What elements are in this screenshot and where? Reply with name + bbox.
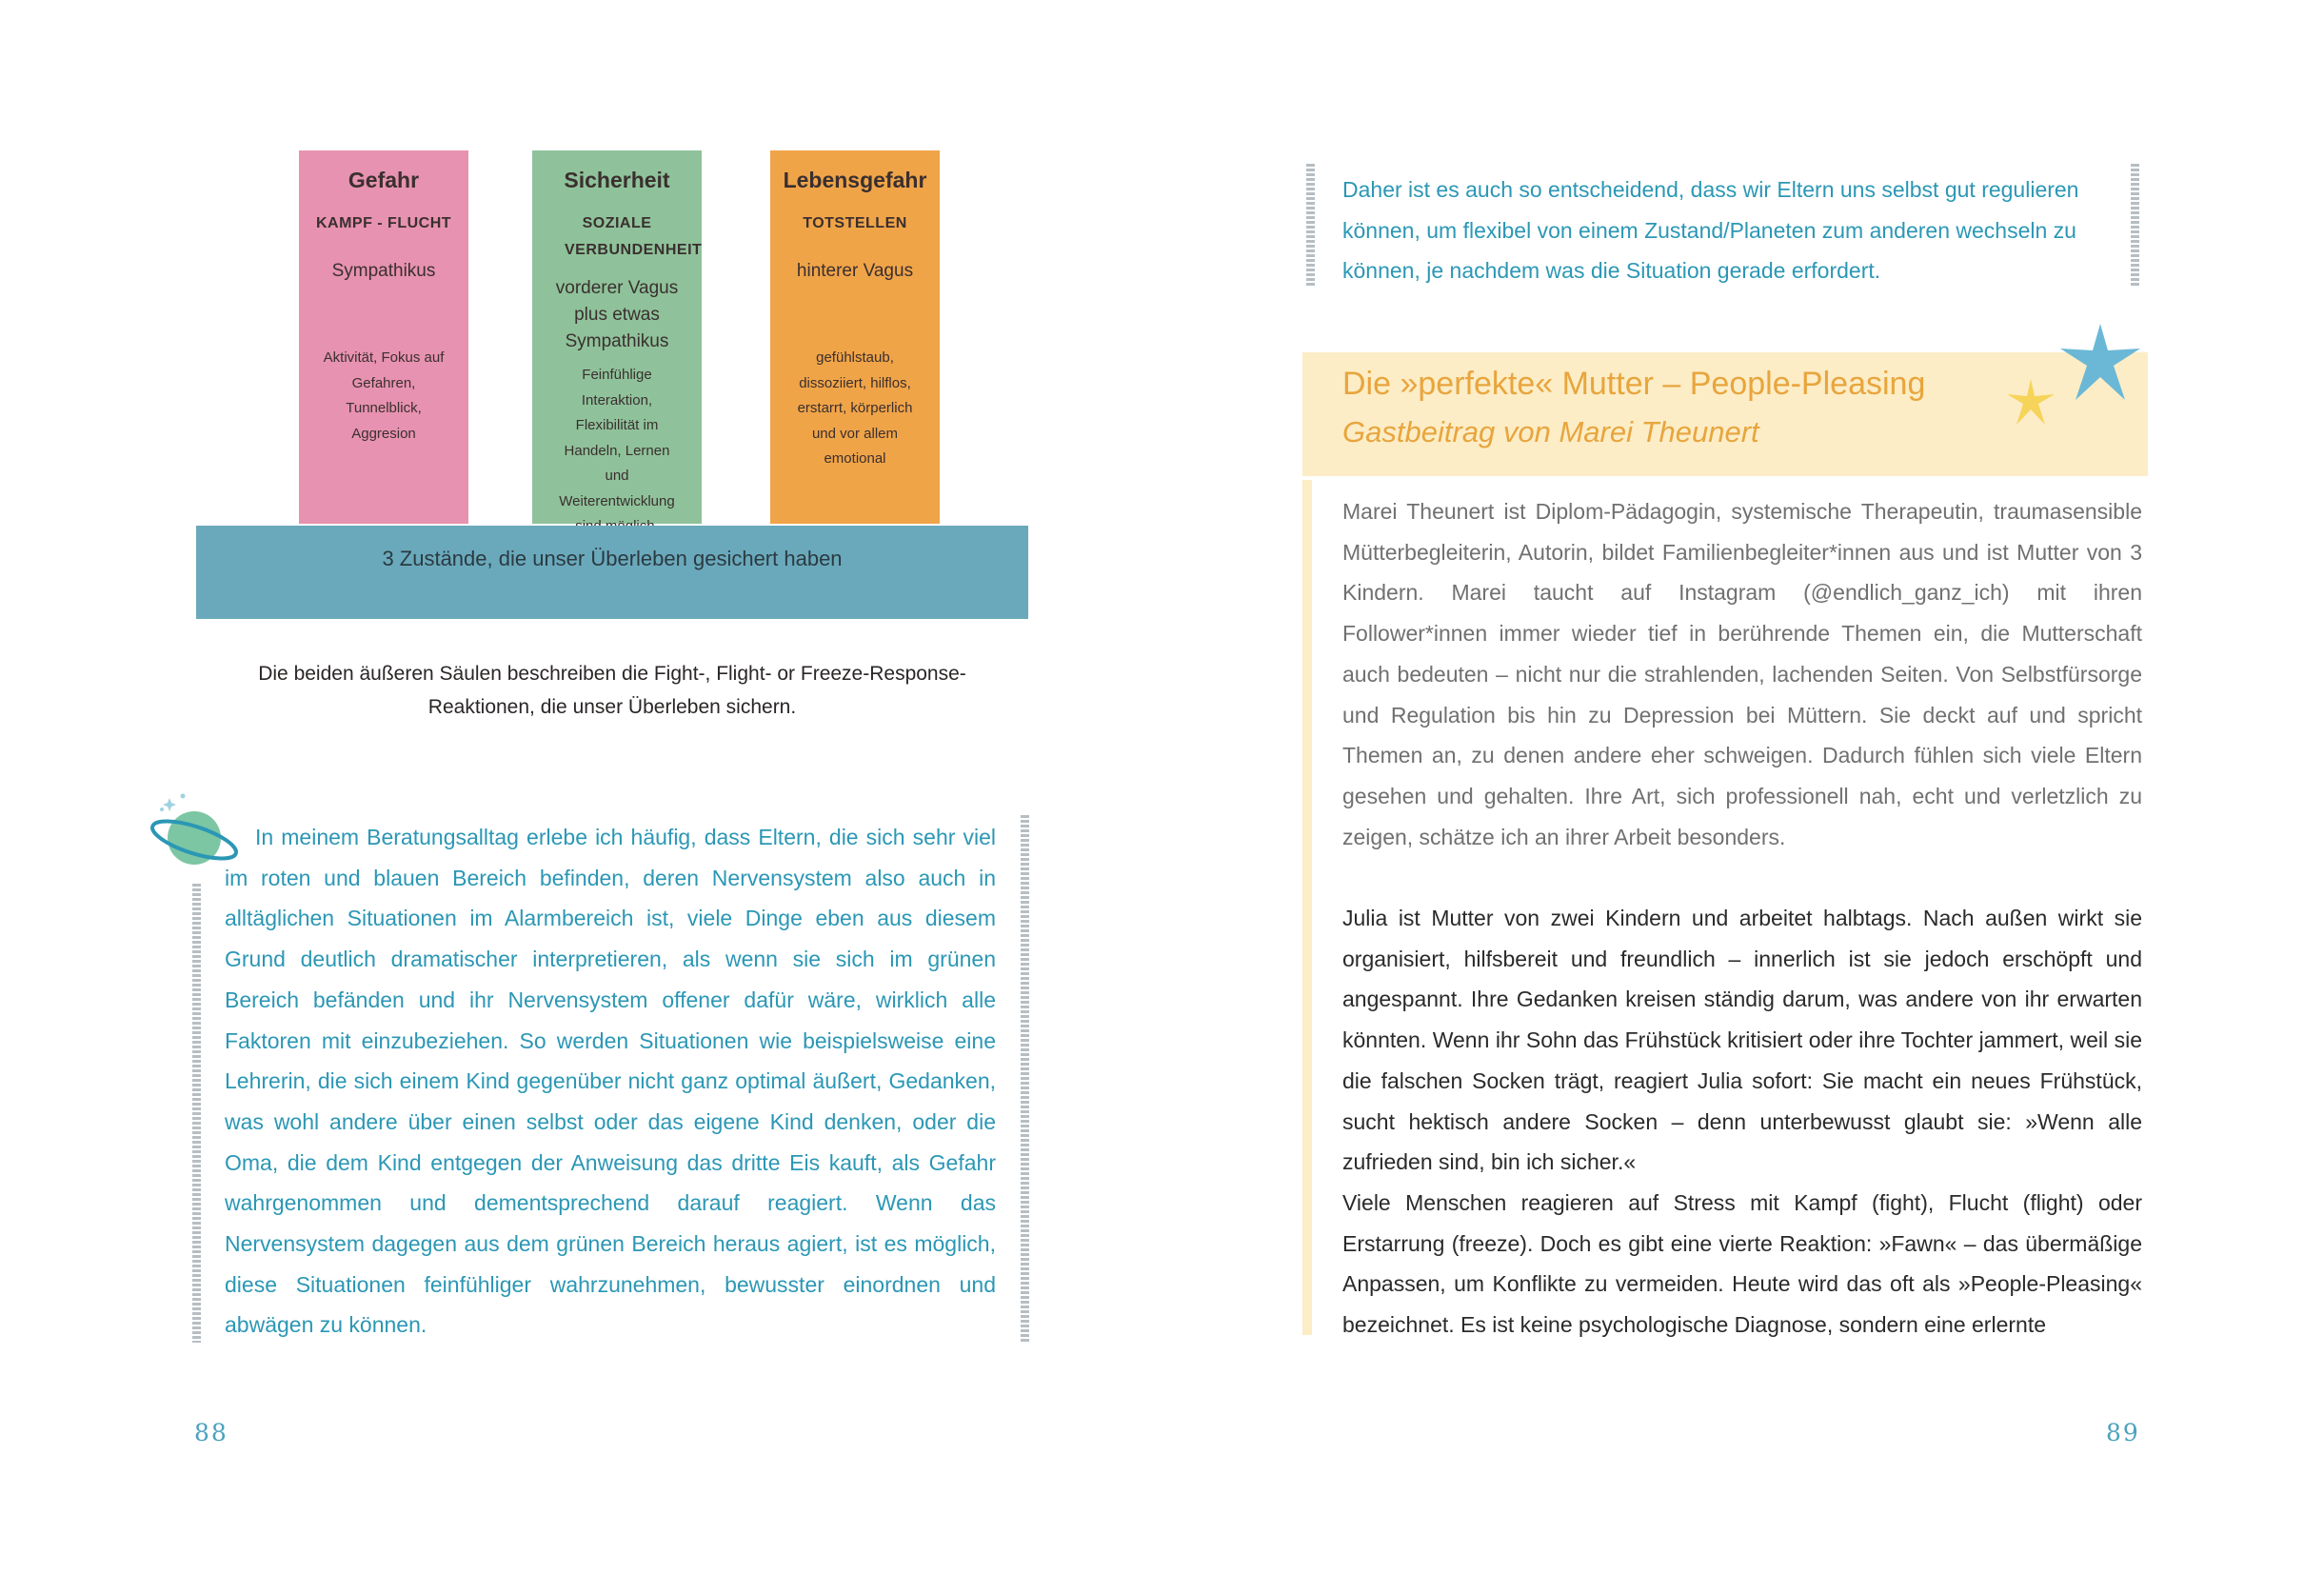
pillar-nerve: hinterer Vagus (796, 261, 914, 281)
pillar-mortal-danger (770, 150, 940, 524)
pillar-description: Feinfühlige Interaktion, Flexibilität im Handeln, Lernen und Weiterentwicklung (559, 367, 675, 509)
quote-border-right (2131, 164, 2139, 288)
bio-side-bar (1302, 480, 1312, 1335)
body-paragraph: Julia ist Mutter von zwei Kindern und arbeitet halbtags. Nach außen wirkt sie organisiert, hilfsbereit und freundlich – innerlich ist sie jedoch erschöpft und angespannt. Ihre Gedanken kreisen ständig darum, was andere von ihr erwarten könnten. Wenn ihr Sohn das Frühstück kritisiert oder ihre Tochter jammert, weil sie die falschen Socken trägt, reagiert Julia sofort: Sie macht ein neues Frühstück, sucht hektisch andere Socken – denn unterbewusst glaubt sie: »Wenn alle zufrieden sind, bin ich sicher.« (1342, 906, 2142, 1175)
quote-border-left (1306, 164, 1315, 288)
page-number-left: 88 (194, 1419, 228, 1446)
section-title: Die »perfekte« Mutter – People-Pleasing (1342, 366, 1926, 402)
pillar-nerve: vorderer Vagus plus etwas Sympathikus (555, 278, 679, 351)
author-bio: Marei Theunert ist Diplom-Pädagogin, systemische Therapeutin, traumasensible Mütterbegleiterin, Autorin, bildet Familienbegleiter*innen aus und ist Mutter von 3 Kindern. Marei taucht auf Instagram (@endlich_ganz_ich) mit ihren Follower*innen immer wieder tief in berührende Themen ein, die Mutterschaft auch bedeuten – nicht nur die strahlenden, lachenden Seiten. Von Selbstfürsorge und Regulation bis hin zu Depression bei Müttern. Sie deckt auf und spricht Themen an, zu denen andere eher schweigen. Dadurch fühlen sich viele Eltern gesehen und gehalten. Ihre Art, sich professionell nah, echt und verletzlich zu zeigen, schätze ich an ihrer Arbeit besonders. (1342, 499, 2142, 849)
pillar-subtitle: TOTSTELLEN (803, 215, 907, 231)
diagram-base: 3 Zustände, die unser Überleben gesichert haben (196, 526, 1028, 619)
pillar-title: Lebensgefahr (783, 168, 927, 192)
quote-border-left (192, 884, 201, 1343)
section-subtitle: Gastbeitrag von Marei Theunert (1342, 415, 1759, 449)
pillar-title: Sicherheit (564, 168, 670, 192)
yellow-star-icon (2005, 377, 2056, 427)
pillar-title: Gefahr (348, 168, 420, 192)
pillar-nerve: Sympathikus (331, 261, 436, 281)
page-number-right: 89 (2106, 1419, 2140, 1446)
body-paragraph: Viele Menschen reagieren auf Stress mit Kampf (fight), Flucht (flight) oder Erstarrung (freeze). Doch es gibt eine vierte Reaktion: »Fawn« – das übermäßige Anpassen, um Konflikte zu vermeiden. Heute wird das oft als »People-Pleasing« bezeichnet. Es ist keine psychologische Diagnose, sondern eine erlernte (1342, 1189, 2142, 1338)
pillar-subtitle: KAMPF - FLUCHT (315, 215, 452, 231)
pillar-subtitle: SOZIALE VERBUNDENHEIT (565, 215, 703, 258)
blue-star-icon (2056, 320, 2144, 404)
quote-border-right (1021, 815, 1029, 1343)
pillar-danger (299, 150, 468, 524)
quote-text-right: Daher ist es auch so entscheidend, dass wir Eltern uns selbst gut regulieren können, um flexibel von einem Zustand/Planeten zum anderen wechseln zu können, je nachdem was die Situation gerade erfordert. (1342, 177, 2079, 284)
pillar-safety (532, 150, 702, 524)
quote-text-left: In meinem Beratungsalltag erlebe ich häufig, dass Eltern, die sich sehr viel im roten und blauen Bereich befinden, deren Nervensystem also auch in alltäglichen Situationen im Alarmbereich ist, viele Dinge eben aus diesem Grund deutlich dramatischer interpretieren, als wenn sie sich im grünen Bereich befänden und ihr Nervensystem offener dafür wäre, wirklich alle Faktoren mit einzubeziehen. So werden Situationen wie beispielsweise eine Lehrerin, die sich einem Kind gegenüber nicht ganz optimal äußert, Gedanken, was wohl andere über einen selbst oder das eigene Kind denken, oder die Oma, die dem Kind entgegen der Anweisung das dritte Eis kauft, als Gefahr wahrgenommen und dementsprechend darauf reagiert. Wenn das Nervensystem dagegen aus dem grünen Bereich heraus agiert, ist es möglich, diese Situationen feinfühliger wahrzunehmen, bewusster einordnen und abwägen zu können. (225, 825, 996, 1338)
diagram-caption: Die beiden äußeren Säulen beschreiben die Fight-, Flight- or Freeze-Response-Reaktionen, die unser Überleben sichern. (258, 663, 966, 718)
article-body (1342, 898, 2142, 1346)
pillar-description: Aktivität, Fokus auf Gefahren, Tunnelblick, Aggresion (323, 349, 445, 442)
pillar-description: gefühlstaub, dissoziiert, hilflos, erstarrt, körperlich und vor allem emotional (797, 349, 913, 467)
